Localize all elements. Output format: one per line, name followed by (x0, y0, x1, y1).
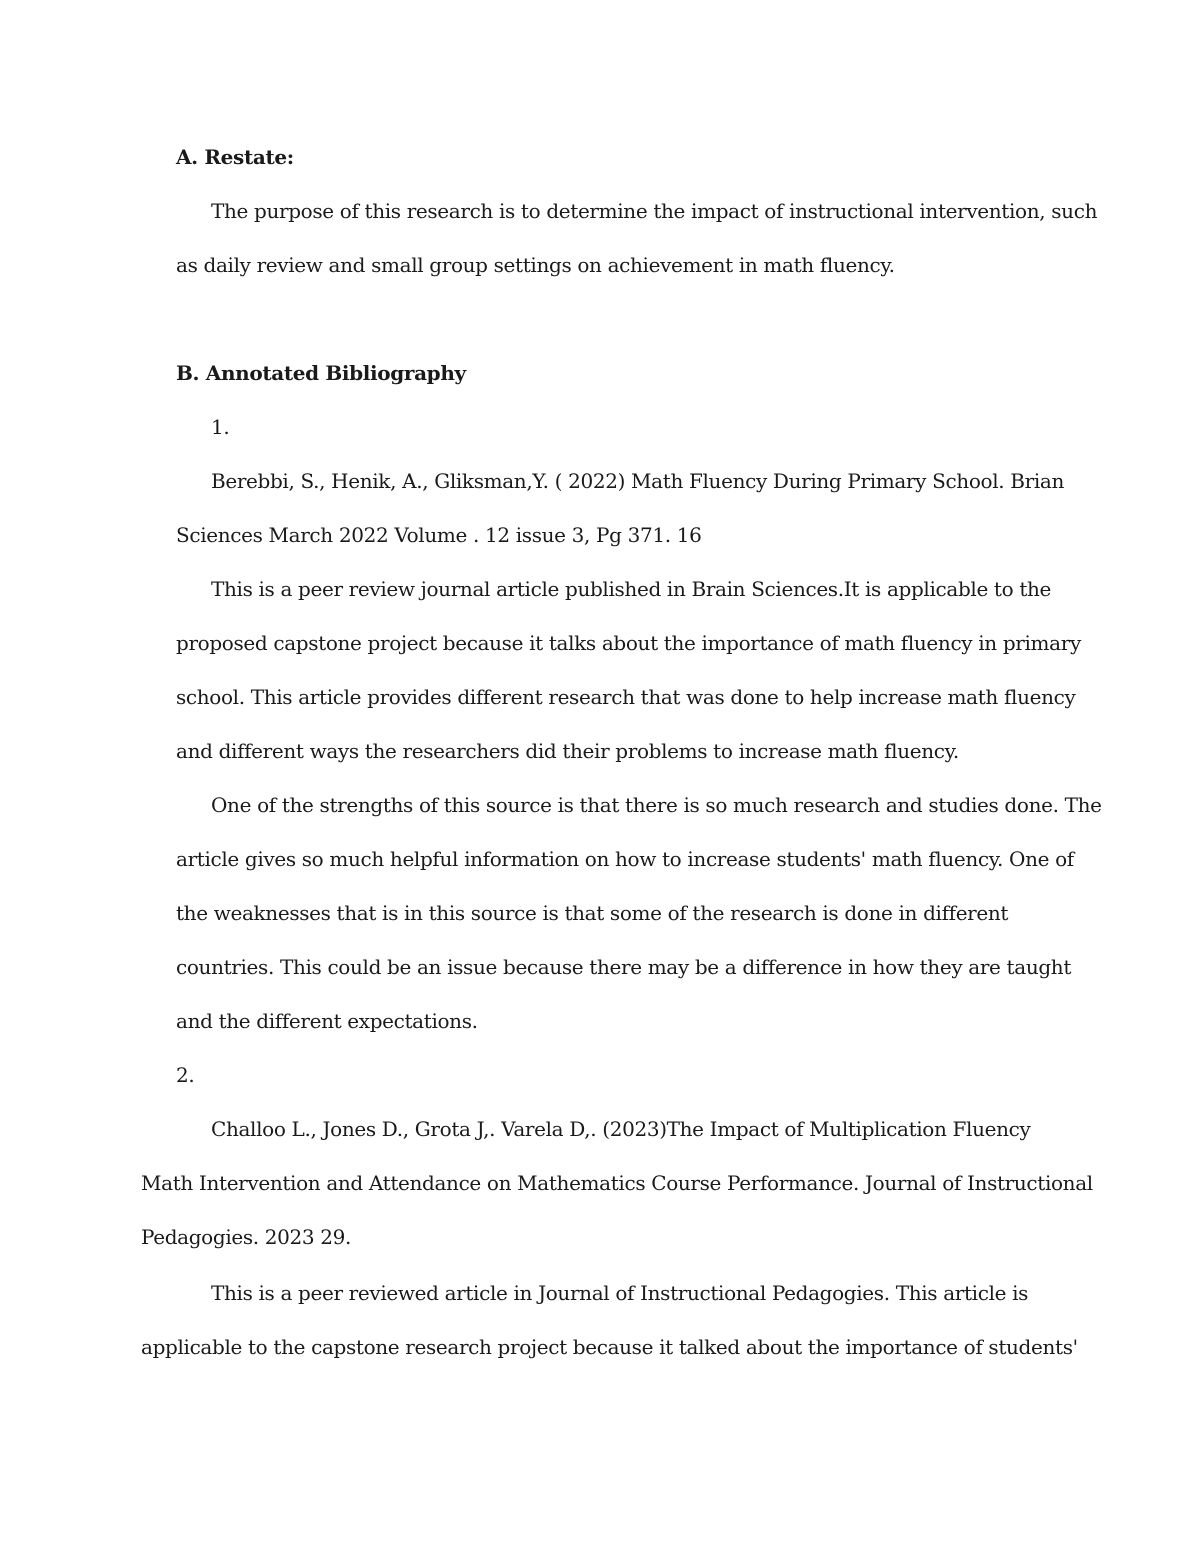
entry-1-summary-line-3: school. This article provides different research that was done to help increase math fluency (176, 685, 1076, 709)
entry-2-number: 2. (176, 1063, 195, 1087)
entry-1-citation-line-2: Sciences March 2022 Volume . 12 issue 3, Pg 371. 16 (176, 523, 702, 547)
entry-1-citation-line-1: Berebbi, S., Henik, A., Gliksman,Y. ( 2022) Math Fluency During Primary School. Brian (211, 469, 1064, 493)
entry-1-evaluation-line-3: the weaknesses that is in this source is that some of the research is done in different (176, 901, 1009, 925)
entry-1-evaluation-line-1: One of the strengths of this source is that there is so much research and studies done. The (211, 793, 1102, 817)
entry-1-evaluation-line-2: article gives so much helpful information on how to increase students' math fluency. One of (176, 847, 1074, 871)
entry-2-citation-line-2: Math Intervention and Attendance on Mathematics Course Performance. Journal of Instructional (141, 1171, 1093, 1195)
entry-2-citation-line-3: Pedagogies. 2023 29. (141, 1225, 352, 1249)
purpose-line-1: The purpose of this research is to determine the impact of instructional intervention, such (211, 199, 1098, 223)
entry-1-summary-line-4: and different ways the researchers did their problems to increase math fluency. (176, 739, 959, 763)
entry-1-number: 1. (211, 415, 230, 439)
entry-2-citation-line-1: Challoo L., Jones D., Grota J,. Varela D,. (2023)The Impact of Multiplication Fluency (211, 1117, 1031, 1141)
entry-1-summary-line-2: proposed capstone project because it talks about the importance of math fluency in primary (176, 631, 1081, 655)
section-b-heading: B. Annotated Bibliography (176, 361, 466, 385)
entry-1-evaluation-line-4: countries. This could be an issue because there may be a difference in how they are taught (176, 955, 1072, 979)
entry-1-evaluation-line-5: and the different expectations. (176, 1009, 478, 1033)
section-a-heading: A. Restate: (176, 145, 294, 169)
entry-2-summary-line-1: This is a peer reviewed article in Journal of Instructional Pedagogies. This article is (211, 1281, 1029, 1305)
entry-2-summary-line-2: applicable to the capstone research project because it talked about the importance of students' (141, 1335, 1078, 1359)
purpose-line-2: as daily review and small group settings on achievement in math fluency. (176, 253, 895, 277)
entry-1-summary-line-1: This is a peer review journal article published in Brain Sciences.It is applicable to the (211, 577, 1052, 601)
